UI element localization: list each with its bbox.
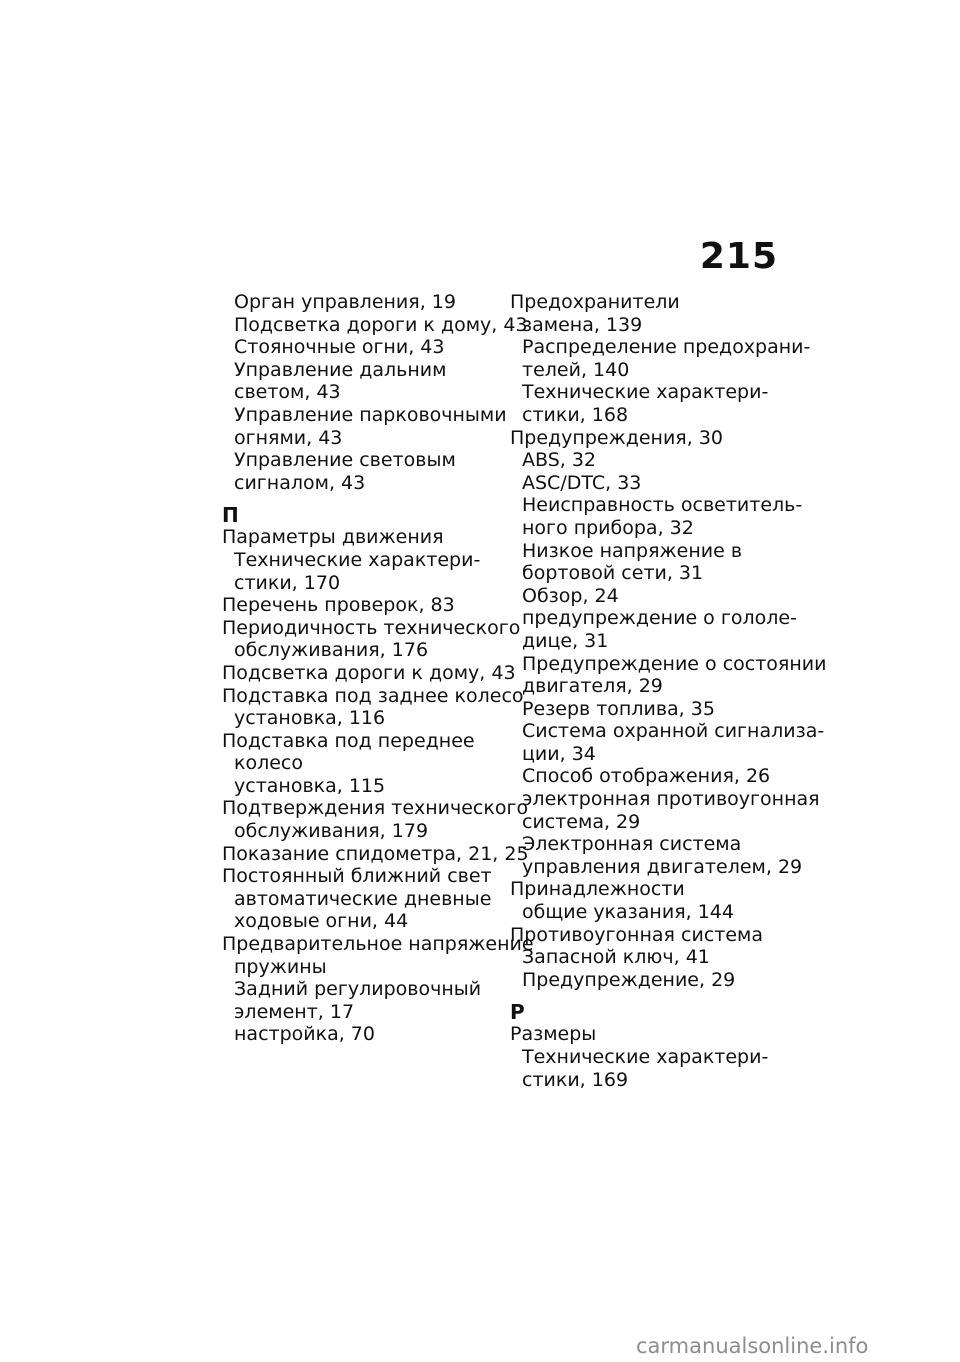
index-entry: Предварительное напряжение [222,933,534,956]
index-subentry: замена, 139 [522,313,643,336]
index-subentry: настройка, 70 [234,1023,375,1046]
index-subentry: Орган управления, 19 [234,291,456,313]
index-subentry: Технические характери- [522,1046,769,1068]
index-entry: Показание спидометра, 21, 25 [222,842,529,865]
index-subentry: управления двигателем, 29 [522,855,803,878]
index-entry: Подсветка дороги к дому, 43 [222,661,516,684]
index-entry: Противоугонная система [510,923,763,946]
index-subentry: Управление парковочными [234,403,507,426]
index-subentry: Резерв топлива, 35 [522,697,715,720]
index-subentry: Неисправность осветитель- [522,494,803,517]
index-subentry: Задний регулировочный [234,978,482,1001]
index-letter-heading: П [222,503,239,528]
index-subentry: обслуживания, 176 [234,639,429,662]
index-subentry: обслуживания, 179 [234,820,429,843]
index-subentry: телей, 140 [522,358,630,381]
index-subentry: Управление дальним [234,358,447,381]
index-entry: Подтверждения технического [222,797,529,820]
index-subentry: Предупреждение о состоянии [522,652,827,675]
index-subentry: установка, 115 [234,774,386,797]
index-entry: Периодичность технического [222,616,521,639]
index-subentry: стики, 168 [522,403,629,426]
index-entry: Предупреждения, 30 [510,426,723,449]
index-entry: Перечень проверок, 83 [222,594,455,617]
index-subentry: дице, 31 [522,629,609,652]
index-letter-heading: Р [510,1000,525,1025]
index-subentry: ASC/DTC, 33 [522,471,642,494]
index-subentry: Обзор, 24 [522,584,619,607]
index-subentry: ходовые огни, 44 [234,910,409,933]
index-subentry: ции, 34 [522,742,596,765]
index-subentry: Способ отображения, 26 [522,765,771,788]
index-subentry: Технические характери- [522,381,769,404]
index-subentry: колесо [234,752,304,775]
index-subentry: общие указания, 144 [522,901,734,924]
index-subentry: установка, 116 [234,707,386,730]
index-subentry: пружины [234,955,327,978]
index-subentry: Запасной ключ, 41 [522,946,710,969]
index-subentry: Управление световым [234,449,456,472]
index-subentry: Предупреждение, 29 [522,968,736,991]
index-subentry: Подсветка дороги к дому, 43 [234,313,528,336]
index-entry: Параметры движения [222,526,444,549]
index-subentry: ABS, 32 [522,449,597,472]
index-subentry: двигателя, 29 [522,675,663,698]
index-subentry: Технические характери- [234,548,481,571]
index-subentry: Низкое напряжение в [522,539,743,562]
index-subentry: ного прибора, 32 [522,516,694,539]
page-number: 215 [699,236,778,277]
index-entry: Подставка под заднее колесо [222,684,524,707]
index-column-right [510,291,827,1091]
index-subentry: система, 29 [522,810,641,833]
index-column-left [222,291,534,1046]
index-subentry: стики, 169 [522,1068,629,1091]
index-subentry: Распределение предохрани- [522,336,811,359]
index-subentry: светом, 43 [234,381,341,404]
index-subentry: Стояночные огни, 43 [234,336,445,359]
index-entry: Принадлежности [510,878,685,901]
index-subentry: бортовой сети, 31 [522,562,704,585]
index-subentry: Электронная система [522,833,742,856]
index-subentry: огнями, 43 [234,426,343,449]
index-subentry: предупреждение о гололе- [522,607,797,630]
index-subentry: сигналом, 43 [234,471,366,494]
index-entry: Размеры [510,1023,597,1046]
index-entry: Постоянный ближний свет [222,865,492,888]
index-subentry: автоматические дневные [234,887,492,910]
index-subentry: стики, 170 [234,571,341,594]
index-subentry: элемент, 17 [234,1000,355,1023]
watermark: carmanualsonline.info [636,1334,869,1358]
index-subentry: Система охранной сигнализа- [522,720,825,743]
index-subentry: электронная противоугонная [522,788,820,811]
index-entry: Подставка под переднее [222,729,475,752]
index-entry: Предохранители [510,291,680,313]
